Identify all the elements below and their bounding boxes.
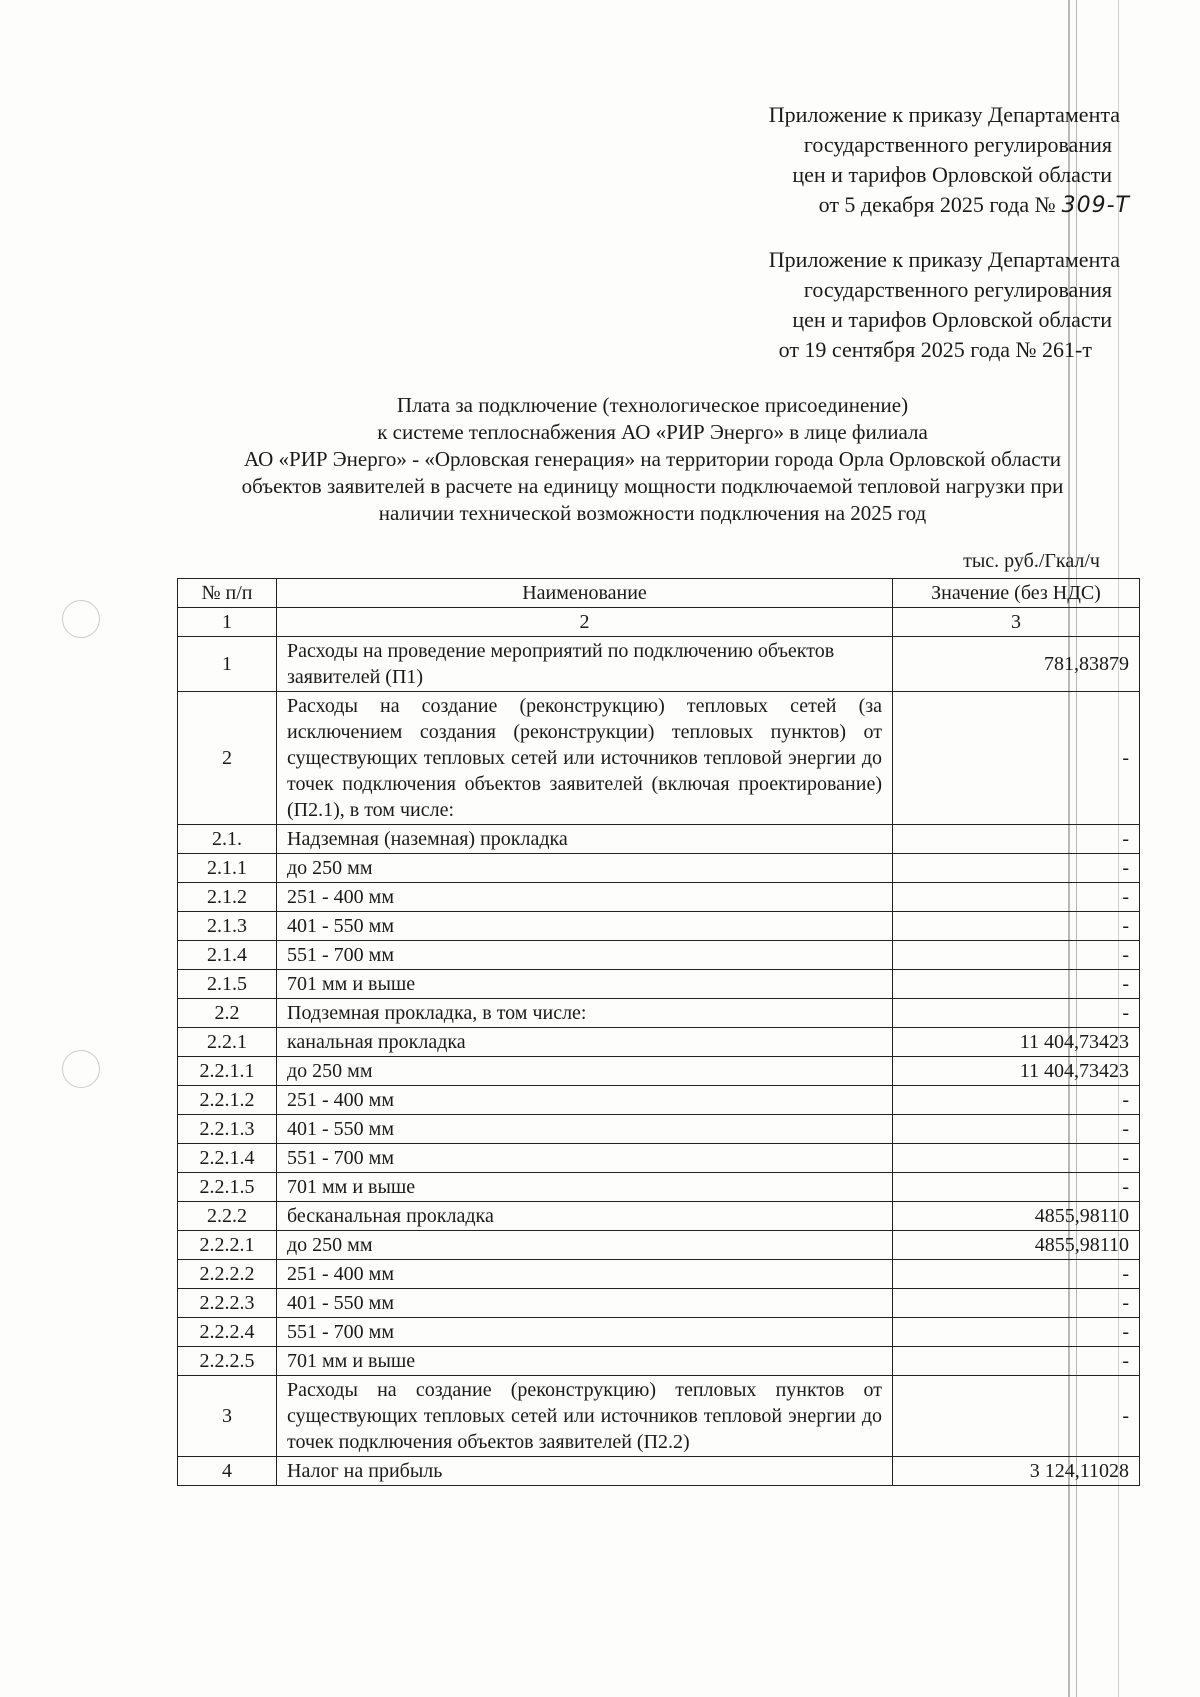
column-number-cell: 2 (277, 608, 893, 637)
handwritten-order-number: 309-Т (1061, 193, 1130, 218)
row-name-cell: Подземная прокладка, в том числе: (277, 999, 893, 1028)
row-number-cell: 2.1. (178, 825, 277, 854)
header-line: государственного регулирования (803, 132, 1112, 157)
row-number-cell: 2.1.5 (178, 970, 277, 999)
row-number-cell: 2.1.2 (178, 883, 277, 912)
header-cell-number: № п/п (178, 579, 277, 608)
row-value-cell: - (893, 1086, 1140, 1115)
row-name-cell: до 250 мм (277, 854, 893, 883)
row-value-cell: - (893, 1289, 1140, 1318)
row-name-cell: 401 - 550 мм (277, 1115, 893, 1144)
table-row (178, 999, 1140, 1028)
title-line: к системе теплоснабжения АО «РИР Энерго» в лице филиала (377, 420, 928, 444)
row-name-cell: 551 - 700 мм (277, 941, 893, 970)
row-name-cell: канальная прокладка (277, 1028, 893, 1057)
row-value-cell: 4855,98110 (893, 1202, 1140, 1231)
row-number-cell: 2.2.2.1 (178, 1231, 277, 1260)
row-name-cell: 701 мм и выше (277, 1347, 893, 1376)
column-number-cell: 3 (893, 608, 1140, 637)
table-column-number-row (178, 608, 1140, 637)
table-row (178, 1057, 1140, 1086)
header-line: цен и тарифов Орловской области (792, 307, 1112, 332)
row-number-cell: 2.2.2.4 (178, 1318, 277, 1347)
row-name-cell: бесканальная прокладка (277, 1202, 893, 1231)
row-name-cell: Расходы на создание (реконструкцию) тепловых пунктов от существующих тепловых сетей или источников тепловой энергии до точек подключения объектов заявителей (П2.2) (277, 1376, 893, 1457)
table-row (178, 1086, 1140, 1115)
row-number-cell: 2.2.1 (178, 1028, 277, 1057)
row-number-cell: 2.2.1.4 (178, 1144, 277, 1173)
row-name-cell: 701 мм и выше (277, 970, 893, 999)
tariff-table (177, 578, 1140, 1486)
row-value-cell: - (893, 1347, 1140, 1376)
table-row (178, 883, 1140, 912)
table-row (178, 1144, 1140, 1173)
table-row (178, 1289, 1140, 1318)
row-name-cell: 701 мм и выше (277, 1173, 893, 1202)
row-number-cell: 2.2.1.5 (178, 1173, 277, 1202)
row-name-cell: 251 - 400 мм (277, 883, 893, 912)
row-number-cell: 2.2 (178, 999, 277, 1028)
table-row (178, 825, 1140, 854)
row-value-cell: - (893, 883, 1140, 912)
row-name-cell: до 250 мм (277, 1057, 893, 1086)
row-number-cell: 4 (178, 1457, 277, 1486)
row-number-cell: 3 (178, 1376, 277, 1457)
row-value-cell: - (893, 1115, 1140, 1144)
row-value-cell: 4855,98110 (893, 1231, 1140, 1260)
title-line: наличии технической возможности подключения на 2025 год (378, 501, 927, 525)
punch-hole-mark (62, 600, 100, 638)
table-row (178, 1173, 1140, 1202)
row-name-cell: 551 - 700 мм (277, 1318, 893, 1347)
units-label: тыс. руб./Гкал/ч (963, 550, 1100, 572)
row-number-cell: 2.2.2.3 (178, 1289, 277, 1318)
row-value-cell: 3 124,11028 (893, 1457, 1140, 1486)
title-line: АО «РИР Энерго» - «Орловская генерация» на территории города Орла Орловской области (244, 447, 1061, 471)
header-line: цен и тарифов Орловской области (792, 162, 1112, 187)
table-row (178, 637, 1140, 692)
row-name-cell: Расходы на проведение мероприятий по подключению объектов заявителей (П1) (277, 637, 893, 692)
header-previous-order (769, 245, 1120, 365)
column-number-cell: 1 (178, 608, 277, 637)
row-number-cell: 2.1.4 (178, 941, 277, 970)
row-value-cell: - (893, 1318, 1140, 1347)
table-row (178, 1376, 1140, 1457)
table-body (178, 637, 1140, 1486)
header-date-text: от 5 декабря 2025 года № (818, 192, 1056, 217)
row-value-cell: - (893, 1173, 1140, 1202)
row-name-cell: 251 - 400 мм (277, 1086, 893, 1115)
header-line: Приложение к приказу Департамента (768, 102, 1120, 127)
table-row (178, 1202, 1140, 1231)
table-row (178, 1115, 1140, 1144)
table-row (178, 854, 1140, 883)
table-header-row (178, 579, 1140, 608)
header-cell-name: Наименование (277, 579, 893, 608)
row-name-cell: до 250 мм (277, 1231, 893, 1260)
row-value-cell: - (893, 854, 1140, 883)
row-value-cell: - (893, 1260, 1140, 1289)
row-name-cell: Налог на прибыль (277, 1457, 893, 1486)
table-row (178, 1260, 1140, 1289)
row-value-cell: 781,83879 (893, 637, 1140, 692)
row-value-cell: - (893, 1144, 1140, 1173)
table-row (178, 692, 1140, 825)
row-number-cell: 2.2.1.1 (178, 1057, 277, 1086)
title-line: Плата за подключение (технологическое присоединение) (396, 393, 909, 417)
document-title (165, 392, 1140, 527)
row-name-cell: Надземная (наземная) прокладка (277, 825, 893, 854)
row-value-cell: - (893, 825, 1140, 854)
row-name-cell: 251 - 400 мм (277, 1260, 893, 1289)
row-number-cell: 2.1.1 (178, 854, 277, 883)
table-row (178, 970, 1140, 999)
header-current-order (768, 100, 1130, 221)
table-row (178, 1457, 1140, 1486)
row-value-cell: - (893, 999, 1140, 1028)
row-name-cell: Расходы на создание (реконструкцию) тепловых сетей (за исключением создания (реконструкции) тепловых пунктов) от существующих тепловых сетей или источников тепловой энергии до точек подключения объектов заявителей (включая проектирование) (П2.1), в том числе: (277, 692, 893, 825)
table-row (178, 1347, 1140, 1376)
row-value-cell: - (893, 970, 1140, 999)
table-row (178, 1028, 1140, 1057)
header-line: Приложение к приказу Департамента (768, 247, 1120, 272)
table-row (178, 1231, 1140, 1260)
row-number-cell: 2.2.2.5 (178, 1347, 277, 1376)
row-value-cell: - (893, 912, 1140, 941)
header-line-date (769, 190, 1130, 221)
row-number-cell: 2.2.2 (178, 1202, 277, 1231)
header-line: от 19 сентября 2025 года № 261-т (778, 337, 1092, 362)
punch-hole-mark (62, 1050, 100, 1088)
table-row (178, 941, 1140, 970)
row-name-cell: 401 - 550 мм (277, 912, 893, 941)
row-number-cell: 2.2.1.3 (178, 1115, 277, 1144)
row-number-cell: 2.1.3 (178, 912, 277, 941)
title-line: объектов заявителей в расчете на единицу мощности подключаемой тепловой нагрузки при (241, 474, 1064, 498)
row-value-cell: 11 404,73423 (893, 1057, 1140, 1086)
row-value-cell: - (893, 1376, 1140, 1457)
row-name-cell: 551 - 700 мм (277, 1144, 893, 1173)
row-number-cell: 2.2.1.2 (178, 1086, 277, 1115)
row-number-cell: 2.2.2.2 (178, 1260, 277, 1289)
header-line: государственного регулирования (803, 277, 1112, 302)
row-value-cell: - (893, 692, 1140, 825)
row-value-cell: - (893, 941, 1140, 970)
row-name-cell: 401 - 550 мм (277, 1289, 893, 1318)
header-cell-value: Значение (без НДС) (893, 579, 1140, 608)
row-number-cell: 1 (178, 637, 277, 692)
row-number-cell: 2 (178, 692, 277, 825)
table-row (178, 1318, 1140, 1347)
row-value-cell: 11 404,73423 (893, 1028, 1140, 1057)
table-row (178, 912, 1140, 941)
